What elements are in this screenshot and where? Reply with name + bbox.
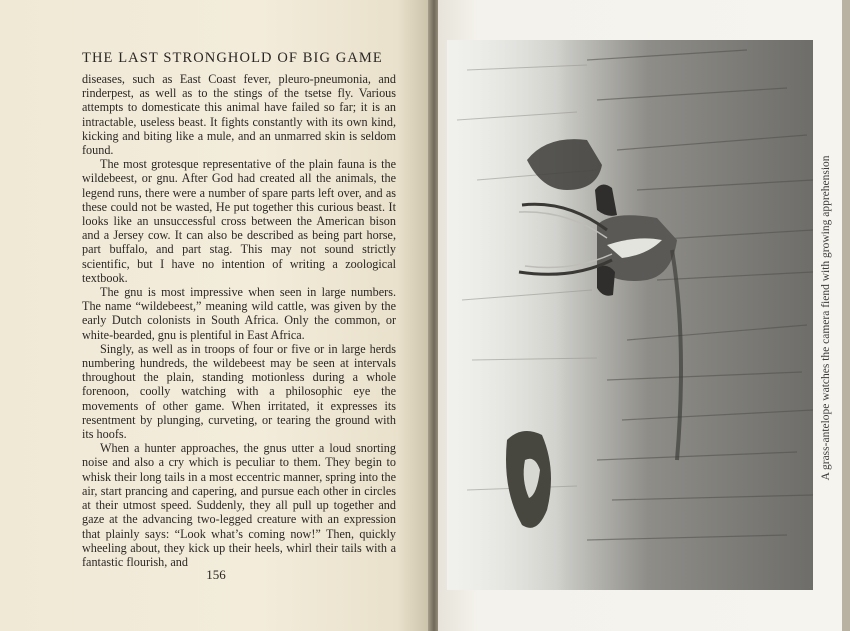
running-head: THE LAST STRONGHOLD OF BIG GAME: [82, 50, 383, 66]
antelope-photo: [447, 40, 813, 590]
body-text: [82, 72, 396, 569]
photo-caption-text: A grass-antelope watches the camera fiend with growing apprehension: [820, 155, 832, 481]
paragraph: Singly, as well as in troops of four or five or in large herds numbering hundreds, the wildebeest may be seen at intervals throughout the plain, standing motionless during a whole forenoon, coolly watching with a philosophic eye the movements of other game. When irritated, it expresses its resentment by plunging, curveting, or tearing the ground with its hoofs.: [82, 341, 396, 442]
paragraph: The gnu is most impressive when seen in large numbers. The name “wildebeest,” meaning wild cattle, was given by the early Dutch colonists in South Africa. Only the common, or white-bearded, gnu is plentiful in East Africa.: [82, 285, 396, 342]
antelope-photo-image: [447, 40, 813, 590]
paragraph: The most grotesque representative of the plain fauna is the wildebeest, or gnu. After God had created all the animals, the legend runs, there were a number of spare parts left over, and as these could not be wasted, He put together this curious beast. It looks like an unsuccessful cross between the American bison and a Jersey cow. It can also be described as being part horse, part buffalo, and part stag. This may not sound strictly scientific, but I have no intention of writing a zoological textbook.: [82, 157, 396, 285]
paragraph: When a hunter approaches, the gnus utter a loud snorting noise and also a cry which is peculiar to them. They begin to whisk their long tails in a most eccentric manner, spring into the air, start prancing and capering, and pursue each other in circles at their utmost speed. Suddenly, they all pull up together and gaze at the advancing two-legged creature with an expression that plainly says: “Look what’s coming now!” Then, quickly wheeling about, they kick up their heels, whirl their tails with a fantastic flourish, and: [82, 441, 396, 569]
page-edge: [842, 0, 850, 631]
paragraph: diseases, such as East Coast fever, pleuro-pneumonia, and rinderpest, as well as to the stings of the tsetse fly. Various attempts to domesticate this animal have failed so far; it is an intractable, useless beast. It fights constantly with its own kind, kicking and biting like a mule, and an unmarred skin is seldom found.: [82, 72, 396, 158]
page-number: 156: [206, 567, 226, 582]
